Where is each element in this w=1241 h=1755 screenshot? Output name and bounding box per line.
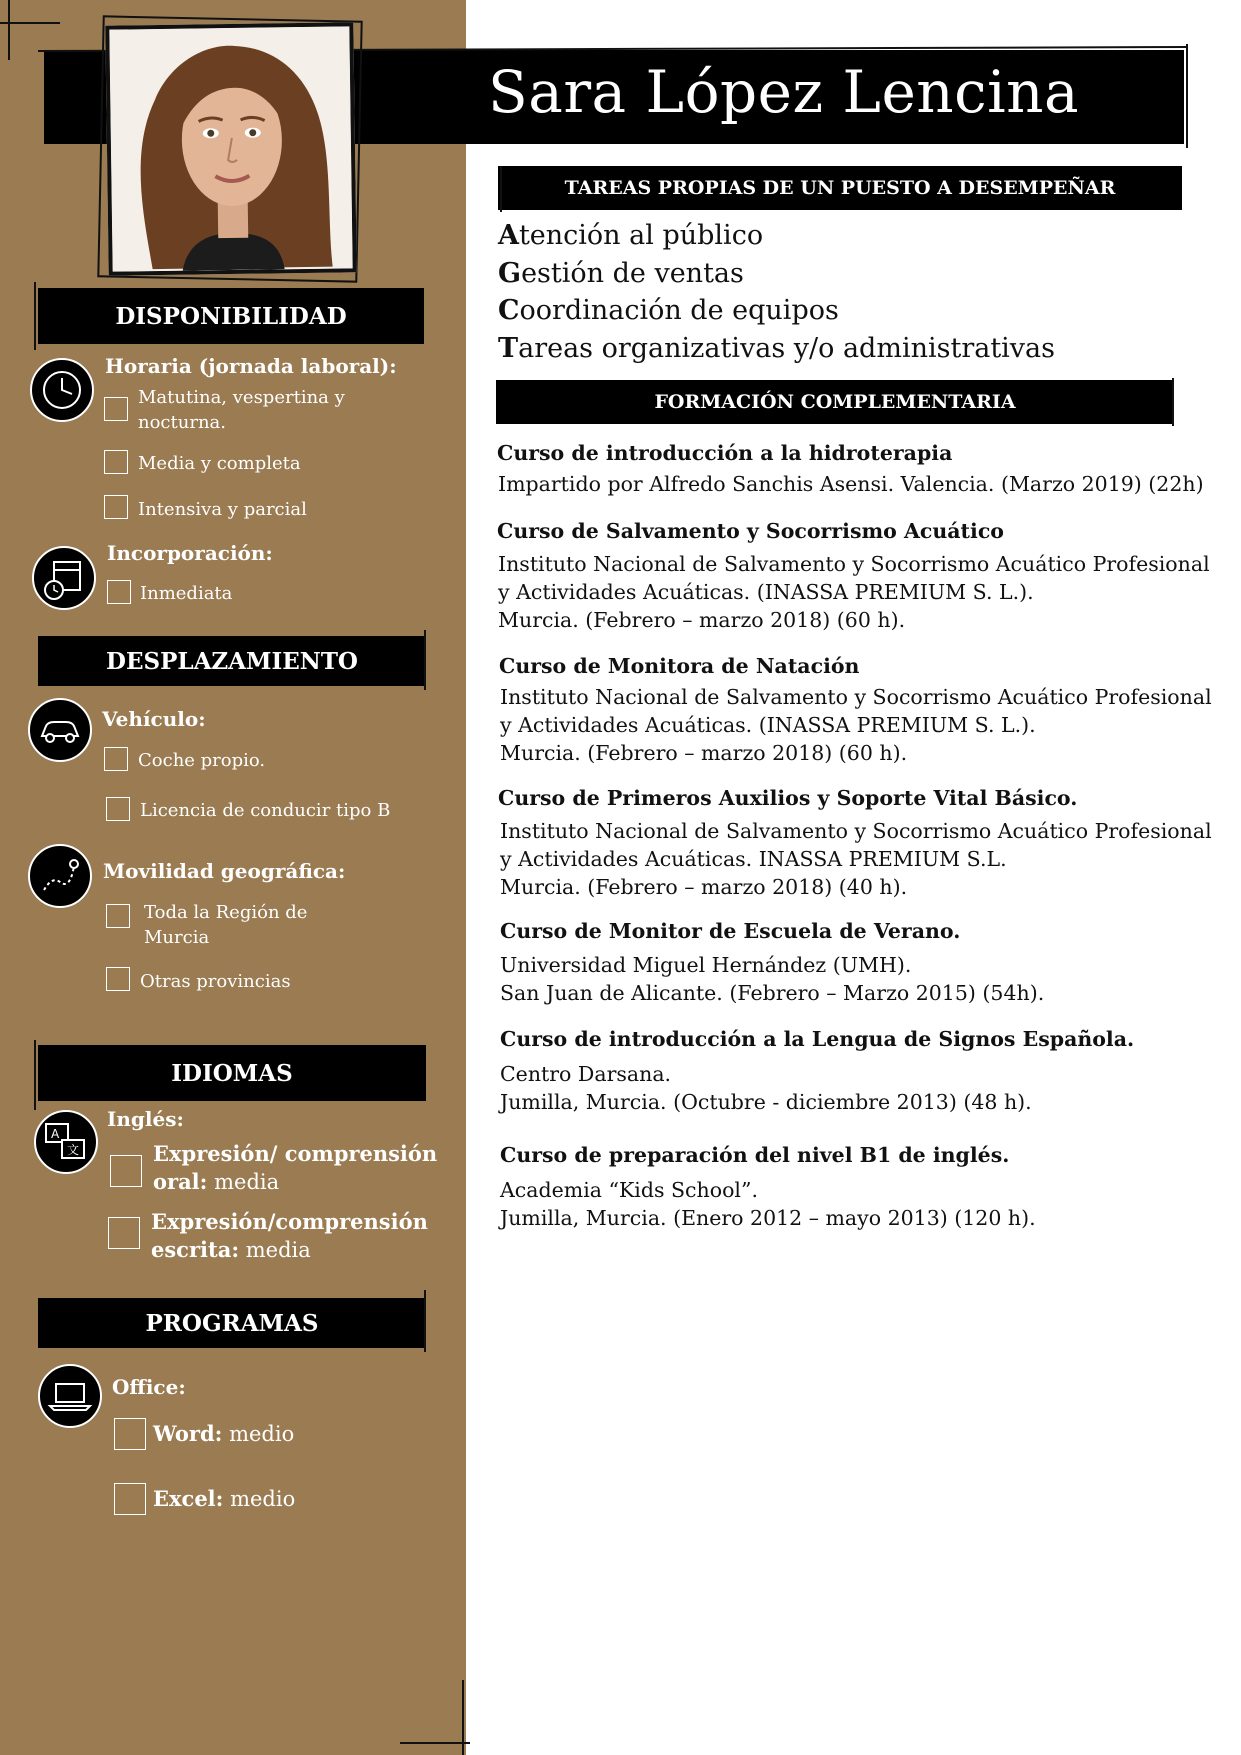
course-desc: Instituto Nacional de Salvamento y Socorrismo Acuático Profesional — [498, 552, 1210, 576]
course-title: Curso de preparación del nivel B1 de inglés. — [500, 1143, 1010, 1167]
course-desc: San Juan de Alicante. (Febrero – Marzo 2015) (54h). — [500, 981, 1045, 1005]
vehiculo-label: Vehículo: — [102, 707, 206, 731]
car-icon — [28, 698, 92, 762]
option-otras-provincias: Otras provincias — [140, 971, 291, 992]
sketch-line — [424, 1290, 426, 1352]
sketch-line — [500, 166, 502, 212]
checkbox — [106, 797, 130, 821]
course-desc: Academia “Kids School”. — [500, 1178, 758, 1202]
section-title-desplazamiento: DESPLAZAMIENTO — [38, 636, 426, 686]
task-item — [498, 258, 744, 289]
task-initial: A — [498, 220, 519, 251]
task-text: estión de ventas — [521, 258, 744, 289]
course-desc: Murcia. (Febrero – marzo 2018) (40 h). — [500, 875, 908, 899]
section-title-formacion: FORMACIÓN COMPLEMENTARIA — [496, 380, 1174, 424]
section-title-programas: PROGRAMAS — [38, 1298, 426, 1348]
option-matutina: Matutina, vespertina y nocturna. — [138, 387, 345, 433]
course-desc: Centro Darsana. — [500, 1062, 672, 1086]
option-intensiva: Intensiva y parcial — [138, 499, 307, 520]
portrait-illustration — [109, 26, 352, 271]
course-desc: Impartido por Alfredo Sanchis Asensi. Valencia. (Marzo 2019) (22h) — [498, 472, 1204, 496]
checkbox — [114, 1418, 146, 1450]
calendar-icon — [32, 546, 96, 610]
task-text: areas organizativas y/o administrativas — [518, 333, 1056, 364]
sketch-line — [1186, 44, 1188, 148]
checkbox — [104, 397, 128, 421]
sketch-line — [34, 282, 36, 350]
programa-word-level: medio — [222, 1422, 295, 1446]
checkbox — [107, 580, 131, 604]
section-title-idiomas: IDIOMAS — [38, 1045, 426, 1101]
sketch-line — [424, 630, 426, 690]
checkbox — [108, 1217, 140, 1249]
course-title: Curso de Primeros Auxilios y Soporte Vital Básico. — [498, 786, 1078, 810]
course-desc: Jumilla, Murcia. (Enero 2012 – mayo 2013) (120 h). — [500, 1206, 1036, 1230]
programa-excel — [153, 1485, 295, 1513]
course-desc: y Actividades Acuáticas. (INASSA PREMIUM S. L.). — [498, 580, 1034, 604]
course-desc: Murcia. (Febrero – marzo 2018) (60 h). — [498, 608, 906, 632]
checkbox — [106, 904, 130, 928]
checkbox — [110, 1155, 142, 1187]
course-desc: y Actividades Acuáticas. (INASSA PREMIUM S. L.). — [500, 713, 1036, 737]
task-initial: T — [498, 333, 519, 364]
course-title: Curso de Monitor de Escuela de Verano. — [500, 919, 961, 943]
laptop-icon — [38, 1364, 102, 1428]
sketch-line — [400, 1742, 470, 1744]
checkbox — [104, 495, 128, 519]
section-title-disponibilidad: DISPONIBILIDAD — [38, 288, 424, 344]
programa-excel-label: Excel: — [153, 1486, 224, 1511]
sketch-line — [0, 22, 60, 24]
course-desc: Jumilla, Murcia. (Octubre - diciembre 2013) (48 h). — [500, 1090, 1032, 1114]
course-title: Curso de introducción a la hidroterapia — [497, 441, 953, 465]
idioma-oral — [153, 1140, 443, 1196]
profile-photo — [105, 22, 356, 275]
idioma-escrita — [151, 1208, 441, 1264]
sketch-line — [1172, 378, 1174, 426]
task-text: tención al público — [518, 220, 764, 251]
programa-excel-level: medio — [223, 1487, 296, 1511]
option-region-murcia: Toda la Región de Murcia — [144, 902, 308, 948]
person-name: Sara López Lencina — [488, 58, 1080, 126]
option-coche: Coche propio. — [138, 750, 266, 771]
checkbox — [104, 450, 128, 474]
course-desc: Instituto Nacional de Salvamento y Socorrismo Acuático Profesional — [500, 819, 1212, 843]
programa-word-label: Word: — [153, 1421, 223, 1446]
course-desc: Murcia. (Febrero – marzo 2018) (60 h). — [500, 741, 908, 765]
clock-icon — [30, 358, 94, 422]
option-licencia: Licencia de conducir tipo B — [140, 800, 391, 821]
idioma-escrita-level: media — [239, 1238, 311, 1262]
course-title: Curso de Salvamento y Socorrismo Acuático — [497, 519, 1004, 543]
task-item — [498, 295, 839, 326]
svg-text:A: A — [51, 1127, 60, 1141]
checkbox — [106, 967, 130, 991]
task-item — [498, 333, 1055, 364]
task-initial: G — [498, 258, 522, 289]
ingles-label: Inglés: — [107, 1107, 184, 1131]
checkbox — [114, 1483, 146, 1515]
programa-word — [153, 1420, 294, 1448]
idioma-escrita-label: Expresión/comprensión escrita: — [151, 1209, 428, 1262]
option-media: Media y completa — [138, 453, 301, 474]
idioma-oral-level: media — [207, 1170, 280, 1194]
horaria-label: Horaria (jornada laboral): — [105, 354, 397, 378]
checkbox — [104, 747, 128, 771]
idioma-oral-label: Expresión/ comprensión oral: — [153, 1141, 438, 1194]
course-desc: Instituto Nacional de Salvamento y Socorrismo Acuático Profesional — [500, 685, 1212, 709]
course-title: Curso de Monitora de Natación — [499, 654, 860, 678]
task-item — [498, 220, 763, 251]
svg-text:文: 文 — [67, 1143, 80, 1157]
route-map-icon — [28, 844, 92, 908]
incorporacion-label: Incorporación: — [107, 541, 273, 565]
office-label: Office: — [112, 1375, 186, 1399]
course-desc: y Actividades Acuáticas. INASSA PREMIUM S.L. — [500, 847, 1007, 871]
option-inmediata: Inmediata — [140, 583, 233, 604]
sketch-line — [34, 1040, 36, 1110]
task-text: oordinación de equipos — [519, 295, 839, 326]
course-title: Curso de introducción a la Lengua de Signos Española. — [500, 1027, 1135, 1051]
movilidad-label: Movilidad geográfica: — [103, 859, 346, 883]
sketch-line — [8, 0, 10, 60]
section-title-tareas: TAREAS PROPIAS DE UN PUESTO A DESEMPEÑAR — [498, 166, 1182, 210]
task-initial: C — [498, 295, 520, 326]
course-desc: Universidad Miguel Hernández (UMH). — [500, 953, 912, 977]
translate-icon — [34, 1110, 98, 1174]
